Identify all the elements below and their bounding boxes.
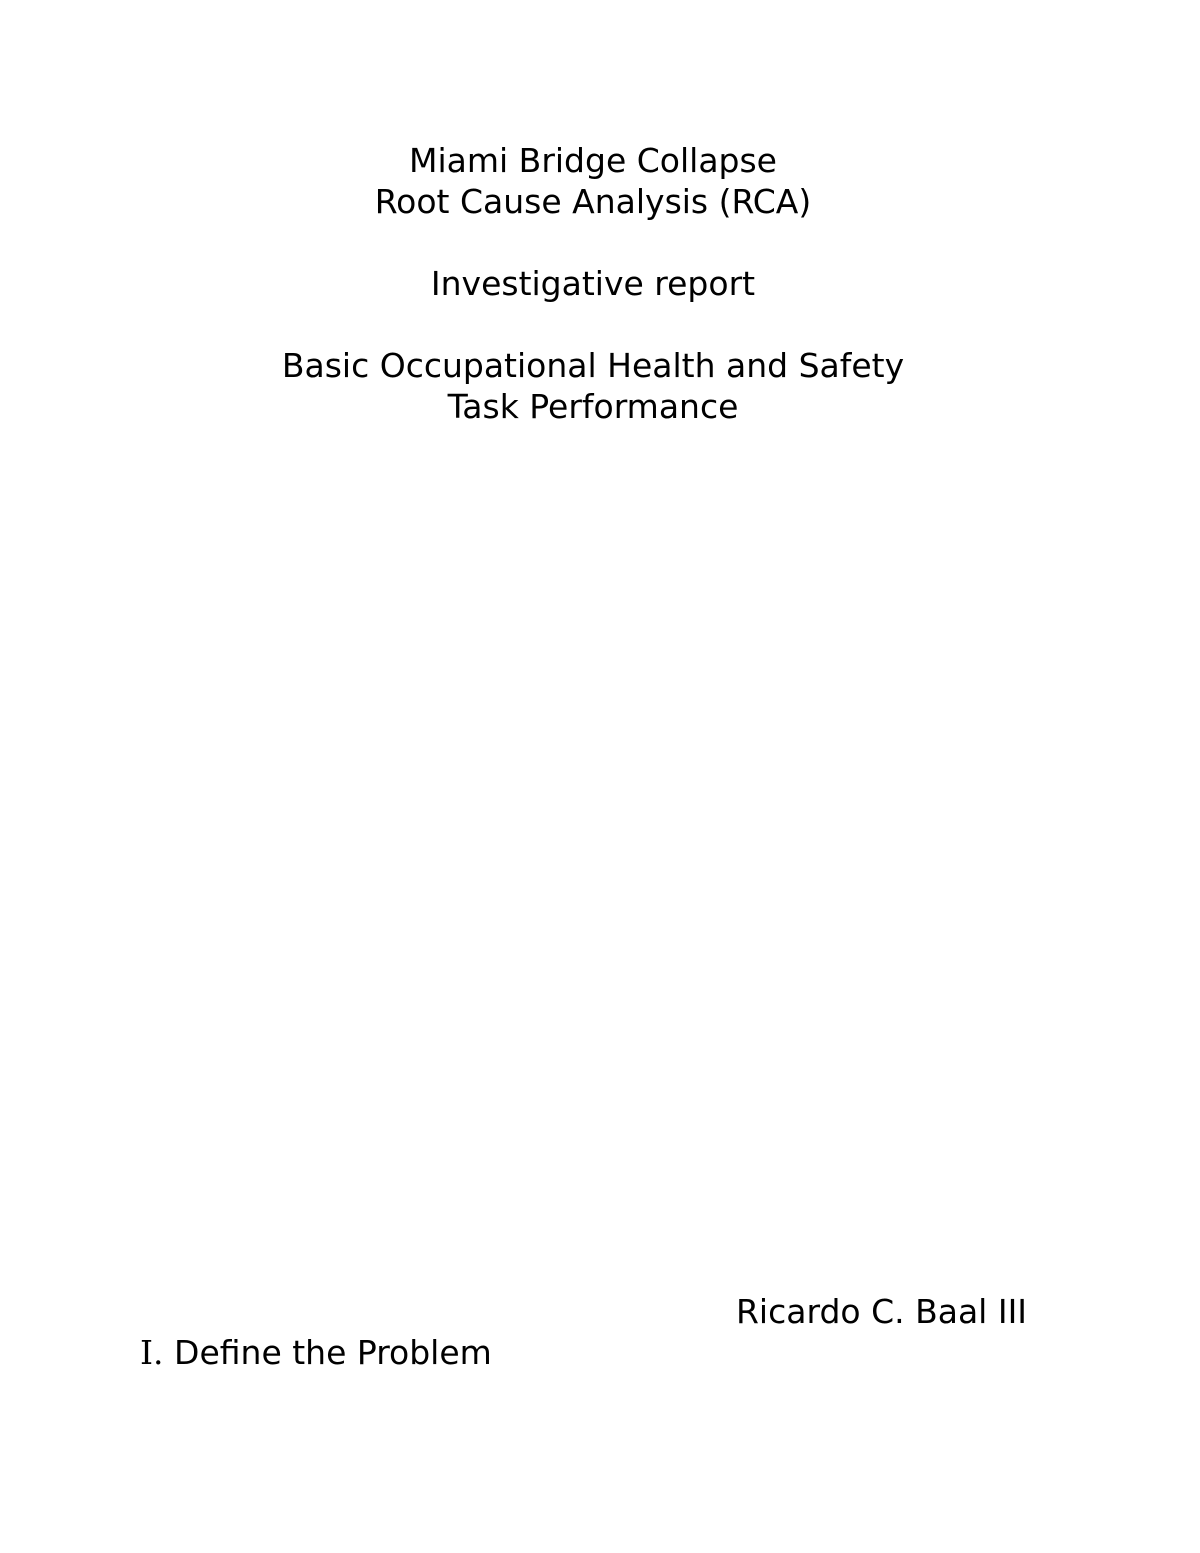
spacer (0, 304, 1186, 345)
course-name: Basic Occupational Health and Safety (281, 346, 905, 385)
section-title: Define the Problem (174, 1333, 492, 1372)
cover-title-block (0, 140, 1186, 427)
spacer (0, 222, 1186, 263)
section-numeral: I. (140, 1333, 164, 1372)
section-heading (140, 1332, 492, 1373)
course-task: Task Performance (447, 387, 739, 426)
report-type: Investigative report (430, 264, 756, 303)
author-name: Ricardo C. Baal III (736, 1292, 1028, 1331)
document-subtitle: Root Cause Analysis (RCA) (374, 182, 812, 221)
document-title: Miami Bridge Collapse (409, 141, 777, 180)
